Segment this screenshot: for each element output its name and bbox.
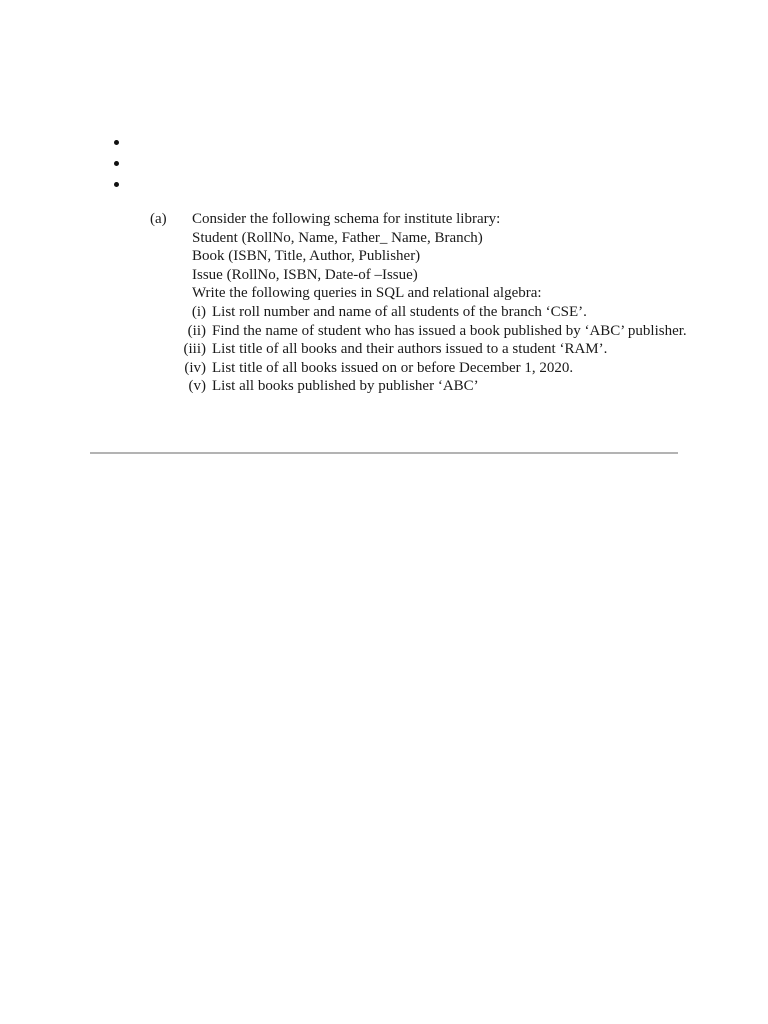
subquestion-text: List roll number and name of all students of the branch ‘CSE’. [212, 303, 587, 320]
subquestion-number: (iii) [183, 341, 206, 358]
horizontal-divider [90, 452, 678, 454]
schema-issue: Issue (RollNo, ISBN, Date-of –Issue) [192, 266, 418, 283]
subquestion-number: (iv) [184, 359, 206, 376]
question-label: (a) [150, 211, 167, 227]
subquestion-text: List title of all books issued on or before December 1, 2020. [212, 359, 574, 376]
question-instruction: Write the following queries in SQL and relational algebra: [192, 285, 542, 302]
subquestion-text: List all books published by publisher ‘ABC’ [212, 378, 479, 395]
subquestion-ii [182, 322, 687, 341]
question-intro: Consider the following schema for institute library: [192, 211, 501, 227]
subquestion-number: (v) [188, 378, 206, 395]
question-body [183, 210, 687, 396]
subquestion-text: List title of all books and their authors issued to a student ‘RAM’. [212, 341, 608, 358]
schema-student: Student (RollNo, Name, Father_ Name, Branch) [192, 229, 483, 246]
subquestion-v [182, 377, 687, 396]
subquestion-text: Find the name of student who has issued a book published by ‘ABC’ publisher. [212, 322, 687, 339]
subquestion-i [182, 303, 687, 322]
subquestion-iv [182, 359, 687, 378]
subquestion-number: (ii) [187, 322, 206, 339]
schema-book: Book (ISBN, Title, Author, Publisher) [192, 248, 421, 265]
subquestion-number: (i) [191, 303, 206, 320]
subquestion-iii [182, 340, 687, 359]
